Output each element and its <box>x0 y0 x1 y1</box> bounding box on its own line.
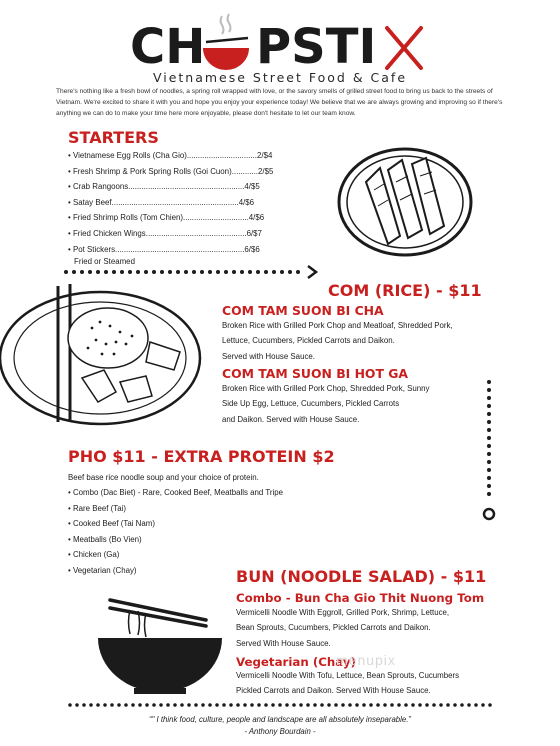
logo-text-ch: CH <box>130 19 206 75</box>
desc-line: Served with House Sauce. <box>222 351 315 361</box>
starters-title: STARTERS <box>68 128 159 147</box>
desc-line: and Daikon. Served with House Sauce. <box>222 414 360 424</box>
desc-line: Lettuce, Cucumbers, Pickled Carrots and Daikon. <box>222 336 395 346</box>
vertical-dotted-divider <box>480 376 498 524</box>
chopsticks-x-logo-icon <box>384 26 424 70</box>
list-item: • Cooked Beef (Tai Nam) <box>68 519 155 529</box>
list-item: • Meatballs (Bo Vien) <box>68 534 142 544</box>
rice-plate-icon <box>0 282 206 428</box>
list-item: • Chicken (Ga) <box>68 550 120 560</box>
desc-line: Vermicelli Noodle With Tofu, Lettuce, Bean Sprouts, Cucumbers <box>236 671 460 680</box>
desc-line: Pickled Carrots and Daikon. Served With House Sauce. <box>236 686 431 696</box>
desc-line: Side Up Egg, Lettuce, Cucumbers, Pickled Carrots <box>222 399 400 409</box>
starters-list <box>68 148 298 266</box>
bottom-dotted-divider <box>66 700 498 710</box>
desc-line: Broken Rice with Grilled Pork Chop, Shredded Pork, Sunny <box>222 384 430 393</box>
list-item-note: Fried or Steamed <box>74 257 135 267</box>
bun-item-2-desc <box>236 668 536 699</box>
list-item: • Rare Beef (Tai) <box>68 503 127 513</box>
pho-list <box>68 485 368 579</box>
logo-text-pstix: PSTI <box>256 19 377 75</box>
list-item: • Pot Stickers...........................................................6/$6 <box>68 244 260 254</box>
desc-line: Broken Rice with Grilled Pork Chop and Meatloaf, Shredded Pork, <box>222 321 453 330</box>
pho-intro: Beef base rice noodle soup and your choice of protein. <box>68 473 259 482</box>
noodle-bowl-logo-icon <box>200 12 252 74</box>
list-item: • Fresh Shrimp & Pork Spring Rolls (Goi Cuon)............2/$5 <box>68 166 274 176</box>
desc-line: Bean Sprouts, Cucumbers, Pickled Carrots and Daikon. <box>236 623 431 633</box>
list-item: • Crab Rangoons.....................................................4/$5 <box>68 182 260 192</box>
pho-title: PHO $11 - EXTRA PROTEIN $2 <box>68 447 335 466</box>
quote-text: “" I think food, culture, people and landscape are all absolutely inseparable.” <box>149 715 411 724</box>
bun-item-1-title: Combo - Bun Cha Gio Thit Nuong Tom <box>236 591 485 605</box>
com-item-1-title: COM TAM SUON BI CHA <box>222 303 384 318</box>
com-item-2-title: COM TAM SUON BI HOT GA <box>222 366 408 381</box>
list-item: • Fried Shrimp Rolls (Tom Chien)..............................4/$6 <box>68 213 265 223</box>
desc-line: Vermicelli Noodle With Eggroll, Grilled Pork, Shrimp, Lettuce, <box>236 608 450 617</box>
desc-line: Served With House Sauce. <box>236 638 331 648</box>
intro-paragraph: There's nothing like a fresh bowl of noodles, a spring roll wrapped with love, or the savory smells of grilled street food to bring us back to the streets of Vietnam. We're excited to share it with you and hope you enjoy your experience today! We believe that we are always growing and improving so if there's anything we can do to make your time here more enjoyable, please don't hesitate to let our team know. <box>56 88 503 118</box>
list-item: • Combo (Dac Biet) - Rare, Cooked Beef, Meatballs and Tripe <box>68 488 284 497</box>
watermark: menupix <box>336 652 396 668</box>
noodle-bowl-chopsticks-icon <box>94 594 226 696</box>
com-item-2-desc <box>222 381 482 427</box>
com-item-1-desc <box>222 318 522 364</box>
list-item: • Vietnamese Egg Rolls (Cha Gio)................................2/$4 <box>68 151 273 160</box>
list-item: • Vegetarian (Chay) <box>68 565 137 575</box>
list-item: • Satay Beef..........................................................4/$6 <box>68 197 255 207</box>
quote-author: - Anthony Bourdain - <box>244 727 316 736</box>
com-title: COM (RICE) - $11 <box>328 281 482 300</box>
bun-item-2-title: Vegetarian (Chay) <box>236 655 356 669</box>
bun-title: BUN (NOODLE SALAD) - $11 <box>236 567 487 586</box>
logo <box>0 12 560 76</box>
list-item: • Fried Chicken Wings..............................................6/$7 <box>68 228 262 238</box>
dotted-arrow-divider <box>60 264 322 280</box>
egg-rolls-plate-icon <box>336 146 474 258</box>
tagline: Vietnamese Street Food & Cafe <box>152 70 408 85</box>
bun-item-1-desc <box>236 605 536 651</box>
